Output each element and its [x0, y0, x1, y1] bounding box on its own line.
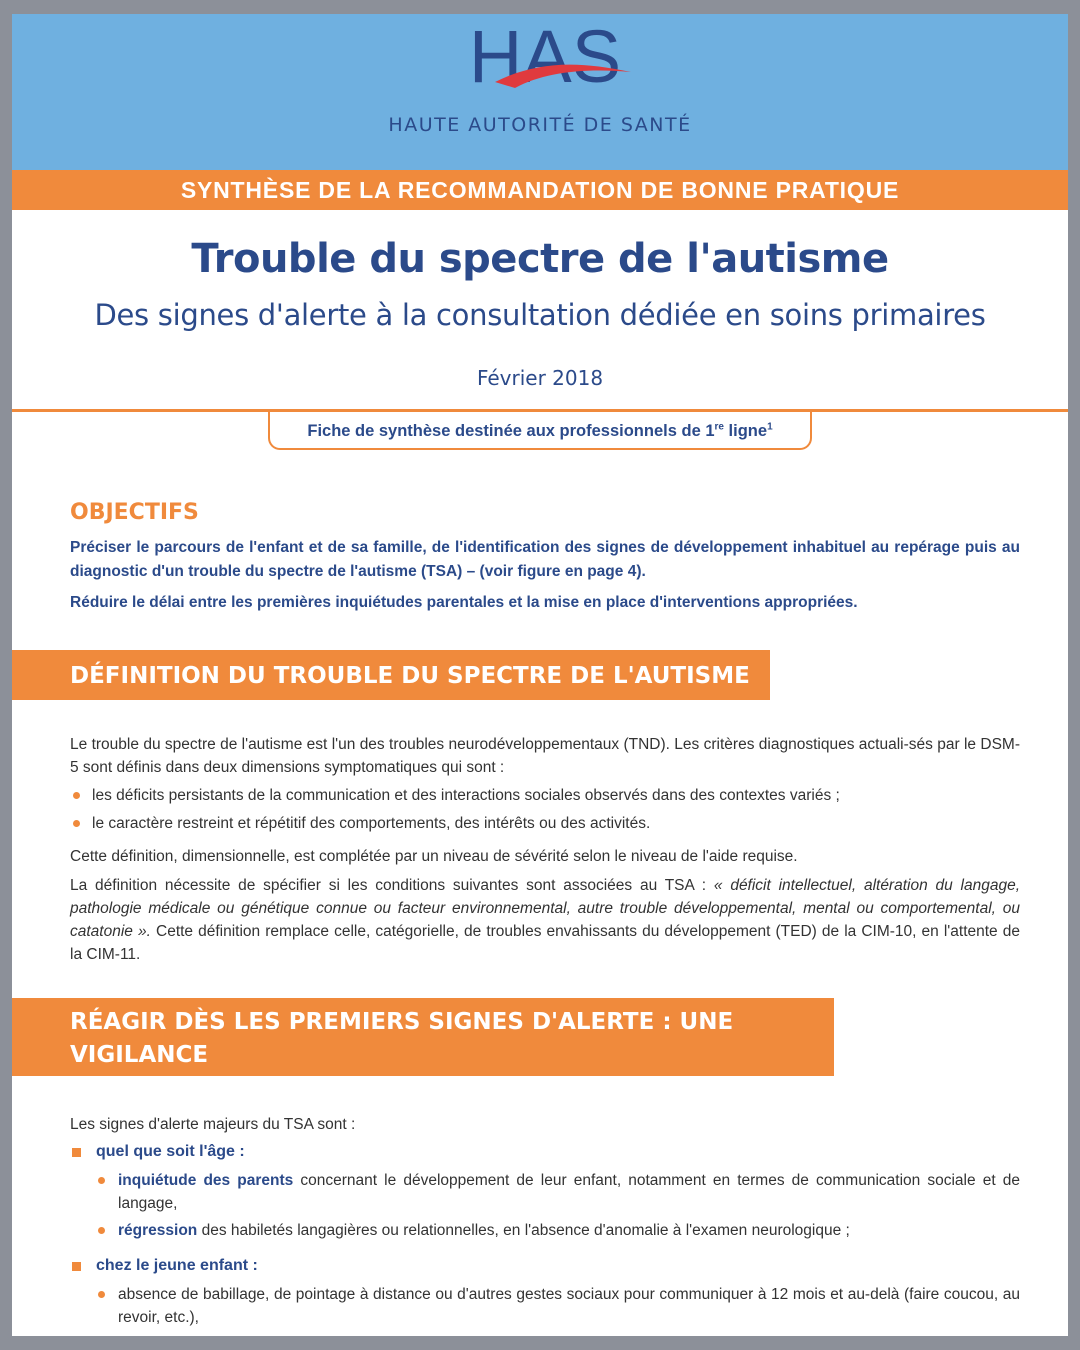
bullet-dot: [98, 1227, 105, 1234]
definition-bullet-1: les déficits persistants de la communication et des interactions sociales observés dans des contextes variés ;: [92, 787, 840, 804]
page-title: Trouble du spectre de l'autisme: [191, 236, 889, 282]
footnote-ref: 1: [767, 421, 773, 433]
bullet-dot: [73, 792, 80, 799]
group-any-age: quel que soit l'âge :: [96, 1143, 245, 1160]
fiche-label: Fiche de synthèse destinée aux professionnels de 1re ligne$^1$: [268, 412, 812, 450]
recommendation-band: SYNTHÈSE DE LA RECOMMANDATION DE BONNE PRATIQUE: [12, 170, 1068, 210]
publication-date: Février 2018: [476, 366, 604, 390]
logo-letters: HAS: [468, 16, 622, 98]
header-band: [12, 14, 1068, 170]
has-logo: [455, 16, 635, 108]
document-page: [12, 14, 1068, 1336]
objectif-paragraph-1: Préciser le parcours de l'enfant et de sa famille, de l'identification des signes de développement inhabituel au repérage puis au diagnostic d'un trouble du spectre de l'autisme (TSA) – (voir figure en page 4).: [70, 539, 1020, 580]
logo-subtitle: HAUTE AUTORITÉ DE SANTÉ: [388, 114, 692, 136]
objectifs-heading: OBJECTIFS: [70, 500, 199, 525]
page-subtitle: Des signes d'alerte à la consultation dédiée en soins primaires: [94, 298, 986, 332]
bullet-dot: [73, 820, 80, 827]
signe-regression: régression des habiletés langagières ou relationnelles, en l'absence d'anomalie à l'examen neurologique ;: [118, 1222, 850, 1239]
definition-heading: DÉFINITION DU TROUBLE DU SPECTRE DE L'AUTISME (TSA): [12, 650, 770, 700]
definition-paragraph-1: Le trouble du spectre de l'autisme est l'un des troubles neurodéveloppementaux (TND). Les critères diagnostiques actuali-sés par le DSM-5 sont définis dans deux dimensions symptomatiques qui sont :: [70, 736, 1020, 776]
definition-bullet-2: le caractère restreint et répétitif des comportements, des intérêts ou des activités.: [92, 815, 651, 832]
bullet-dot: [98, 1291, 105, 1298]
reagir-heading: RÉAGIR DÈS LES PREMIERS SIGNES D'ALERTE : UNE VIGILANCE DE TOUS LES ACTEURS DE 1RE LIGNE: [12, 998, 834, 1076]
definition-paragraph-2: Cette définition, dimensionnelle, est complétée par un niveau de sévérité selon le niveau de l'aide requise.: [70, 848, 798, 865]
signe-inquietude: inquiétude des parents concernant le développement de leur enfant, notamment en termes de communication sociale et de langage,: [118, 1172, 1020, 1212]
definition-paragraph-3: La définition nécessite de spécifier si les conditions suivantes sont associées au TSA : « déficit intellectuel, altération du langage, pathologie médicale ou génétique connue ou facteur environnemental, autre trouble développemental, mental ou comportemental, ou catatonie ». Cette définition remplace celle, catégorielle, de troubles envahissants du développement (TED) de la CIM-10, en l'attente de la CIM-11.: [70, 877, 1021, 963]
group-young-child: chez le jeune enfant :: [96, 1257, 258, 1274]
signes-intro: Les signes d'alerte majeurs du TSA sont :: [70, 1116, 356, 1133]
signe-babillage: absence de babillage, de pointage à distance ou d'autres gestes sociaux pour communiquer à 12 mois et au-delà (faire coucou, au revoir, etc.),: [118, 1286, 1020, 1326]
bullet-square: [72, 1148, 81, 1157]
objectif-paragraph-2: Réduire le délai entre les premières inquiétudes parentales et la mise en place d'interventions appropriées.: [70, 594, 858, 611]
bullet-dot: [98, 1177, 105, 1184]
bullet-square: [72, 1262, 81, 1271]
